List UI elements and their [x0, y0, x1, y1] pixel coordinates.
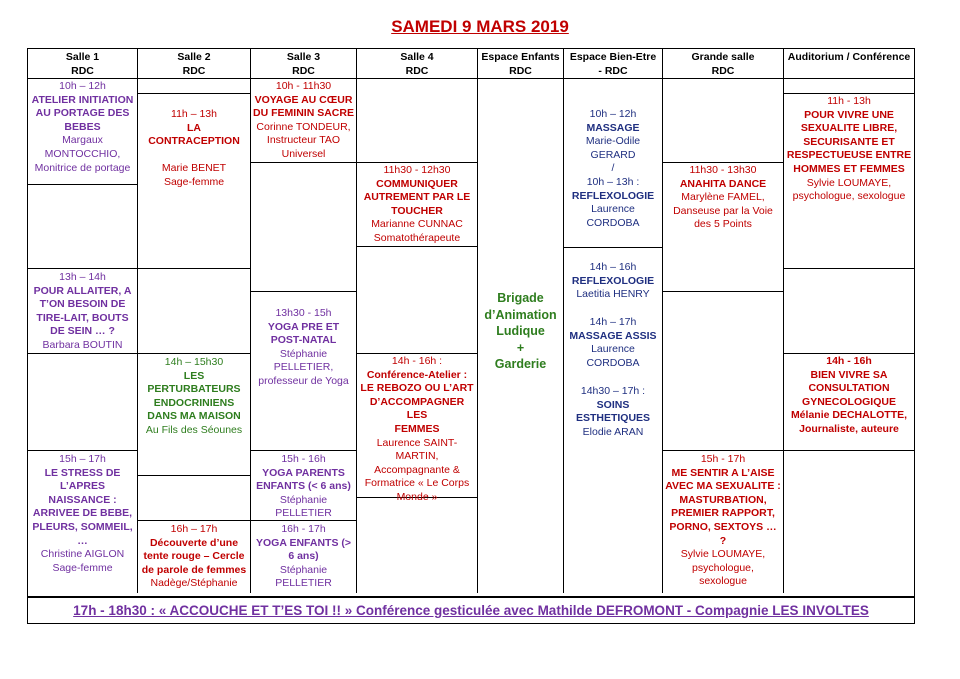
column-header-espace-bien-etre: Espace Bien-Etre - RDC [569, 51, 657, 77]
event-bien-etre-reflexologie: 14h – 16h REFLEXOLOGIE Laetitia HENRY [571, 261, 655, 301]
event-salle2-perturbateurs: 14h – 15h30 LES PERTURBATEURS ENDOCRINIENS DANS MA MAISON Au Fils des Séounes [145, 356, 243, 436]
event-grande-salle-sexualite: 15h - 17h ME SENTIR A L’AISE AVEC MA SEXUALITE : MASTURBATION, PREMIER RAPPORT, PORNO, SEXTOYS … ? Sylvie LOUMAYE, psychologue, sexologue [665, 453, 781, 588]
event-salle4-rebozo: 14h - 16h : Conférence-Atelier : LE REBOZO OU L’ART D’ACCOMPAGNER LES FEMMES Laurence SAINT- MARTIN, Accompagnante & Formatrice « Le Corps Monde » [360, 355, 474, 503]
event-bien-etre-massage-reflexologie: 10h – 12h MASSAGE Marie-Odile GERARD / 10h – 13h : REFLEXOLOGIE Laurence CORDOBA [571, 108, 655, 229]
event-salle2-contraception: 11h – 13h LA CONTRACEPTION Marie BENET Sage-femme [148, 108, 240, 188]
column-header-salle4: Salle 4 RDC [400, 51, 434, 77]
event-espace-enfants-brigade: Brigade d’Animation Ludique + Garderie [484, 291, 557, 371]
event-auditorium-sexualite-libre: 11h - 13h POUR VIVRE UNE SEXUALITE LIBRE, SECURISANTE ET RESPECTUEUSE ENTRE HOMMES ET FEMMES Sylvie LOUMAYE, psychologue, sexologue [786, 95, 912, 203]
event-salle4-communiquer: 11h30 - 12h30 COMMUNIQUER AUTREMENT PAR LE TOUCHER Marianne CUNNAC Somatothérapeute [363, 164, 471, 244]
event-bien-etre-soins: 14h30 – 17h : SOINS ESTHETIQUES Elodie ARAN [575, 385, 651, 438]
column-header-espace-enfants: Espace Enfants RDC [481, 51, 560, 77]
event-salle1-portage: 10h – 12h ATELIER INITIATION AU PORTAGE DES BEBES Margaux MONTOCCHIO, Monitrice de portage [31, 80, 134, 174]
event-salle3-yoga-enfants: 16h - 17h YOGA ENFANTS (> 6 ans) Stéphanie PELLETIER [256, 523, 351, 590]
event-salle2-tente-rouge: 16h – 17h Découverte d’une tente rouge – Cercle de parole de femmes Nadège/Stéphanie [141, 523, 247, 590]
column-header-salle3: Salle 3 RDC [286, 51, 321, 77]
column-header-salle1: Salle 1 RDC [65, 51, 100, 77]
column-header-auditorium: Auditorium / Conférence [787, 51, 911, 63]
column-header-grande-salle: Grande salle RDC [691, 51, 755, 77]
event-bien-etre-massage-assis: 14h – 17h MASSAGE ASSIS Laurence CORDOBA [569, 316, 657, 369]
page-title: SAMEDI 9 MARS 2019 [391, 17, 569, 36]
closing-conference-banner [27, 596, 915, 624]
event-grande-salle-anahita: 11h30 - 13h30 ANAHITA DANCE Marylène FAMEL, Danseuse par la Voie des 5 Points [673, 164, 773, 231]
column-header-salle2: Salle 2 RDC [177, 51, 211, 77]
event-auditorium-consultation: 14h - 16h BIEN VIVRE SA CONSULTATION GYNECOLOGIQUE Mélanie DECHALOTTE, Journaliste, auteure [790, 355, 908, 435]
event-salle3-yoga-prenatal: 13h30 - 15h YOGA PRE ET POST-NATAL Stéphanie PELLETIER, professeur de Yoga [258, 307, 349, 387]
closing-conference-text: 17h - 18h30 : « ACCOUCHE ET T’ES TOI !! » Conférence gesticulée avec Mathilde DEFROMONT - Compagnie LES INVOLTES [73, 603, 869, 618]
event-salle1-allaitement: 13h – 14h POUR ALLAITER, A T’ON BESOIN DE TIRE-LAIT, BOUTS DE SEIN … ? Barbara BOUTIN [33, 271, 132, 351]
event-salle3-yoga-parents: 15h - 16h YOGA PARENTS ENFANTS (< 6 ans) Stéphanie PELLETIER [256, 453, 351, 520]
event-salle1-stress: 15h – 17h LE STRESS DE L’APRES NAISSANCE : ARRIVEE DE BEBE, PLEURS, SOMMEIL, … Christine AIGLON Sage-femme [32, 453, 133, 574]
event-salle3-feminin-sacre: 10h - 11h30 VOYAGE AU CŒUR DU FEMININ SACRE Corinne TONDEUR, Instructeur TAO Universel [253, 80, 354, 160]
